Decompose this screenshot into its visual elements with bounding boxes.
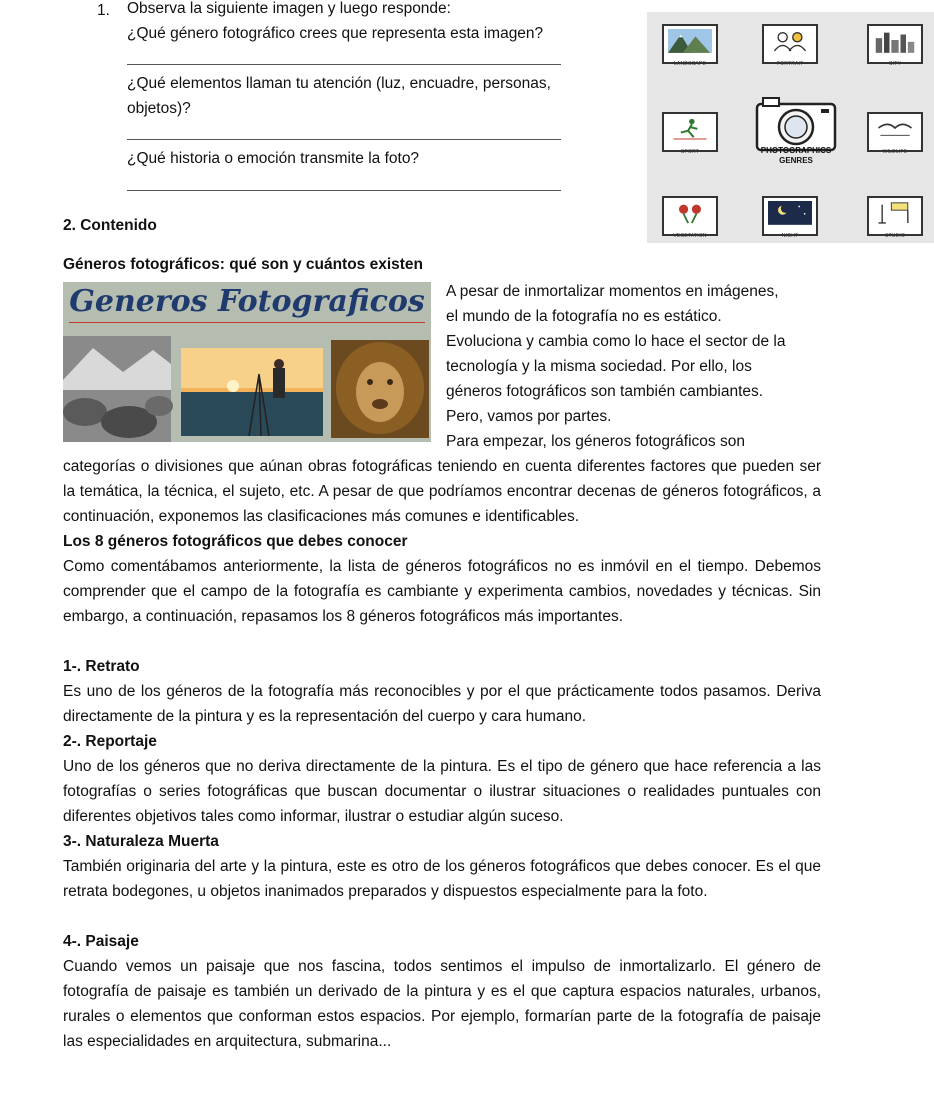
moon-icon — [768, 201, 812, 225]
genre-4-text: Cuando vemos un paisaje que nos fascina, todos sentimos el impulso de inmortalizarlo. El género de fotografía de paisaje es también un derivado de la pintura y es el que captura espacios naturales, urbanos, rurales o elementos que conforman estos espacios. Por ejemplo, formarían parte de la fotografía de paisaje las especialidades en arquitectura, submarina... — [63, 958, 821, 1050]
runner-icon — [668, 117, 712, 141]
intro-line-4: tecnología y la misma sociedad. Por ello, los — [446, 358, 752, 375]
intro-paragraph — [446, 279, 821, 429]
label-portrait: PORTRAIT — [776, 61, 804, 67]
city-icon — [873, 29, 917, 53]
genre-3-text: También originaria del arte y la pintura, este es otro de los géneros fotográficos que debes conocer. Es el que retrata bodegones, u objetos inanimados preparados y dispuestos especialmente para la foto. — [63, 858, 821, 900]
portrait-frame — [762, 24, 818, 64]
mountain-icon — [668, 29, 712, 53]
question-1: ¿Qué género fotográfico crees que representa esta imagen? — [127, 25, 544, 42]
label-night: NIGHT — [781, 233, 799, 239]
answer-line-1[interactable] — [127, 64, 561, 65]
wildlife-frame — [867, 112, 923, 152]
genre-4-title: 4-. Paisaje — [63, 933, 139, 950]
paragraph-2: categorías o divisiones que aúnan obras fotográficas teniendo en cuenta diferentes factores que pueden ser la temática, la técnica, el sujeto, etc. A pesar de que podríamos encontrar decenas de géneros fotográficos, a continuación, exponemos las clasificaciones más comunes e identificables. — [63, 458, 821, 525]
answer-line-2[interactable] — [127, 139, 561, 140]
sport-frame — [662, 112, 718, 152]
genre-2-text: Uno de los géneros que no deriva directamente de la pintura. Es el tipo de género que hace referencia a las fotografías o series fotográficas que buscan documentar o ilustrar situaciones o realidades puntuales con diferentes objetivos tales como informar, ilustrar o estudiar algún suceso. — [63, 758, 821, 825]
night-frame — [762, 196, 818, 236]
intro-line-3: Evoluciona y cambia como lo hace el sector de la — [446, 333, 786, 350]
intro-line-1: A pesar de inmortalizar momentos en imágenes, — [446, 283, 779, 300]
banner-divider — [69, 322, 425, 323]
section-heading: 2. Contenido — [63, 217, 157, 234]
photographic-genres-infographic — [647, 12, 934, 243]
genre-1-text: Es uno de los géneros de la fotografía más reconocibles y por el que prácticamente todos pasamos. Deriva directamente de la pintura y es la representación del cuerpo y cara humano. — [63, 683, 821, 725]
genre-2-title: 2-. Reportaje — [63, 733, 157, 750]
genre-1-title: 1-. Retrato — [63, 658, 140, 675]
answer-line-3[interactable] — [127, 190, 561, 191]
banner-photos — [63, 330, 431, 442]
paragraph-2-first-line: Para empezar, los géneros fotográficos son — [446, 433, 745, 450]
subheading: Los 8 géneros fotográficos que debes conocer — [63, 533, 408, 550]
genres-banner-image — [63, 282, 431, 442]
label-vegetation: VEGETATION — [673, 233, 707, 239]
article-title: Géneros fotográficos: qué son y cuántos existen — [63, 256, 424, 273]
label-city: CITY — [888, 61, 902, 67]
landscape-frame — [662, 24, 718, 64]
question-number: 1. — [97, 2, 110, 19]
question-2-line-2: objetos)? — [127, 100, 191, 117]
center-title-line-1: PHOTOGRAPHICS — [760, 146, 832, 155]
studio-frame — [867, 196, 923, 236]
people-icon — [768, 29, 812, 53]
intro-line-5: géneros fotográficos son también cambiantes. — [446, 383, 764, 400]
studio-light-icon — [873, 201, 917, 225]
questions-intro: Observa la siguiente imagen y luego responde: — [127, 0, 451, 17]
flower-icon — [668, 201, 712, 225]
genre-3-title: 3-. Naturaleza Muerta — [63, 833, 219, 850]
question-2-line-1: ¿Qué elementos llaman tu atención (luz, encuadre, personas, — [127, 75, 551, 92]
city-frame — [867, 24, 923, 64]
intro-line-2: el mundo de la fotografía no es estático. — [446, 308, 722, 325]
question-3: ¿Qué historia o emoción transmite la foto? — [127, 150, 420, 167]
center-title-line-2: GENRES — [779, 156, 813, 165]
paragraph-3: Como comentábamos anteriormente, la lista de géneros fotográficos no es inmóvil en el tiempo. Debemos comprender que el campo de la fotografía es cambiante y experimenta cambios, novedades y técnicas. Sin embargo, a continuación, repasamos los 8 géneros fotográficos más importantes. — [63, 558, 821, 625]
bird-icon — [873, 117, 917, 141]
label-sport: SPORT — [680, 149, 700, 155]
center-title — [745, 146, 847, 166]
label-landscape: LANDSCAPE — [673, 61, 707, 67]
banner-title: Generos Fotograficos — [69, 284, 425, 319]
label-studio: STUDIO — [884, 233, 906, 239]
intro-line-6: Pero, vamos por partes. — [446, 408, 612, 425]
vegetation-frame — [662, 196, 718, 236]
label-wildlife: WILDLIFE — [882, 149, 908, 155]
